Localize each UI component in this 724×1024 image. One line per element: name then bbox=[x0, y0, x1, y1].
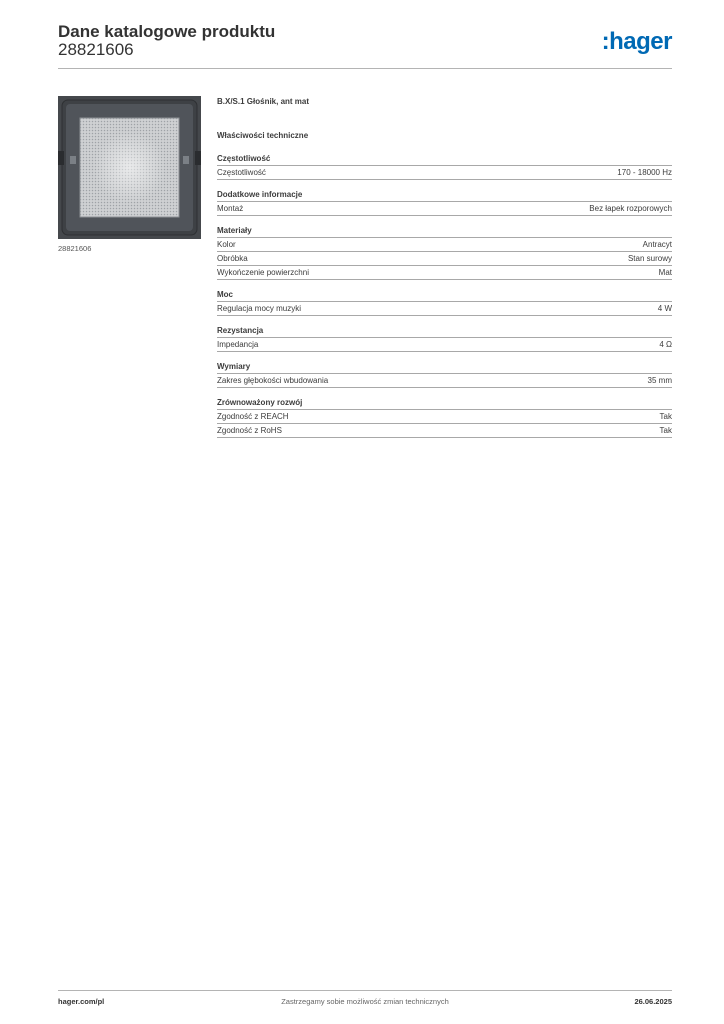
spec-value: Stan surowy bbox=[627, 254, 672, 263]
section-title: Zrównoważony rozwój bbox=[217, 397, 672, 410]
spec-label: Kolor bbox=[217, 240, 236, 249]
spec-value: 4 Ω bbox=[659, 340, 672, 349]
document-title: Dane katalogowe produktu bbox=[58, 22, 276, 41]
footer-disclaimer: Zastrzegamy sobie możliwość zmian technicznych bbox=[281, 997, 449, 1006]
spec-value: Mat bbox=[658, 268, 672, 277]
footer-divider bbox=[58, 990, 672, 991]
section-additional-info bbox=[217, 189, 672, 216]
spec-row bbox=[217, 166, 672, 180]
spec-value: 170 - 18000 Hz bbox=[617, 168, 672, 177]
spec-value: Tak bbox=[659, 412, 672, 421]
spec-label: Regulacja mocy muzyki bbox=[217, 304, 302, 313]
spec-row bbox=[217, 424, 672, 438]
spec-label: Częstotliwość bbox=[217, 168, 266, 177]
section-sustainability bbox=[217, 397, 672, 438]
section-power bbox=[217, 289, 672, 316]
spec-value: Antracyt bbox=[642, 240, 672, 249]
spec-row bbox=[217, 252, 672, 266]
footer-website-link[interactable]: hager.com/pl bbox=[58, 997, 105, 1006]
spec-row bbox=[217, 238, 672, 252]
section-title: Moc bbox=[217, 289, 672, 302]
spec-label: Wykończenie powierzchni bbox=[217, 268, 309, 277]
spec-row bbox=[217, 266, 672, 280]
section-resistance bbox=[217, 325, 672, 352]
spec-row bbox=[217, 338, 672, 352]
header-divider bbox=[58, 68, 672, 69]
hager-logo: :hager bbox=[601, 28, 672, 55]
spec-label: Obróbka bbox=[217, 254, 248, 263]
product-number: 28821606 bbox=[58, 40, 134, 59]
page-footer bbox=[58, 997, 672, 1009]
technical-properties-heading: Właściwości techniczne bbox=[217, 131, 309, 140]
page-header bbox=[58, 22, 672, 68]
image-caption: 28821606 bbox=[58, 244, 92, 253]
spec-label: Montaż bbox=[217, 204, 244, 213]
spec-value: Tak bbox=[659, 426, 672, 435]
section-title: Rezystancja bbox=[217, 325, 672, 338]
spec-row bbox=[217, 374, 672, 388]
footer-date: 26.06.2025 bbox=[634, 997, 672, 1006]
left-latch bbox=[70, 156, 76, 164]
section-title: Częstotliwość bbox=[217, 153, 672, 166]
spec-label: Impedancja bbox=[217, 340, 259, 349]
section-materials bbox=[217, 225, 672, 280]
right-clip bbox=[195, 151, 201, 165]
spec-label: Zakres głębokości wbudowania bbox=[217, 376, 329, 385]
spec-row bbox=[217, 302, 672, 316]
spec-content bbox=[217, 96, 672, 447]
section-title: Dodatkowe informacje bbox=[217, 189, 672, 202]
right-latch bbox=[183, 156, 189, 164]
product-image bbox=[58, 96, 201, 239]
left-clip bbox=[58, 151, 64, 165]
spec-label: Zgodność z RoHS bbox=[217, 426, 282, 435]
spec-row bbox=[217, 410, 672, 424]
grille-highlight bbox=[94, 132, 166, 204]
spec-label: Zgodność z REACH bbox=[217, 412, 289, 421]
spec-value: 35 mm bbox=[647, 376, 672, 385]
section-title: Materiały bbox=[217, 225, 672, 238]
product-name: B.X/S.1 Głośnik, ant mat bbox=[217, 97, 310, 106]
spec-value: Bez łapek rozporowych bbox=[589, 204, 672, 213]
section-dimensions bbox=[217, 361, 672, 388]
section-frequency bbox=[217, 153, 672, 180]
spec-row bbox=[217, 202, 672, 216]
spec-value: 4 W bbox=[657, 304, 672, 313]
section-title: Wymiary bbox=[217, 361, 672, 374]
